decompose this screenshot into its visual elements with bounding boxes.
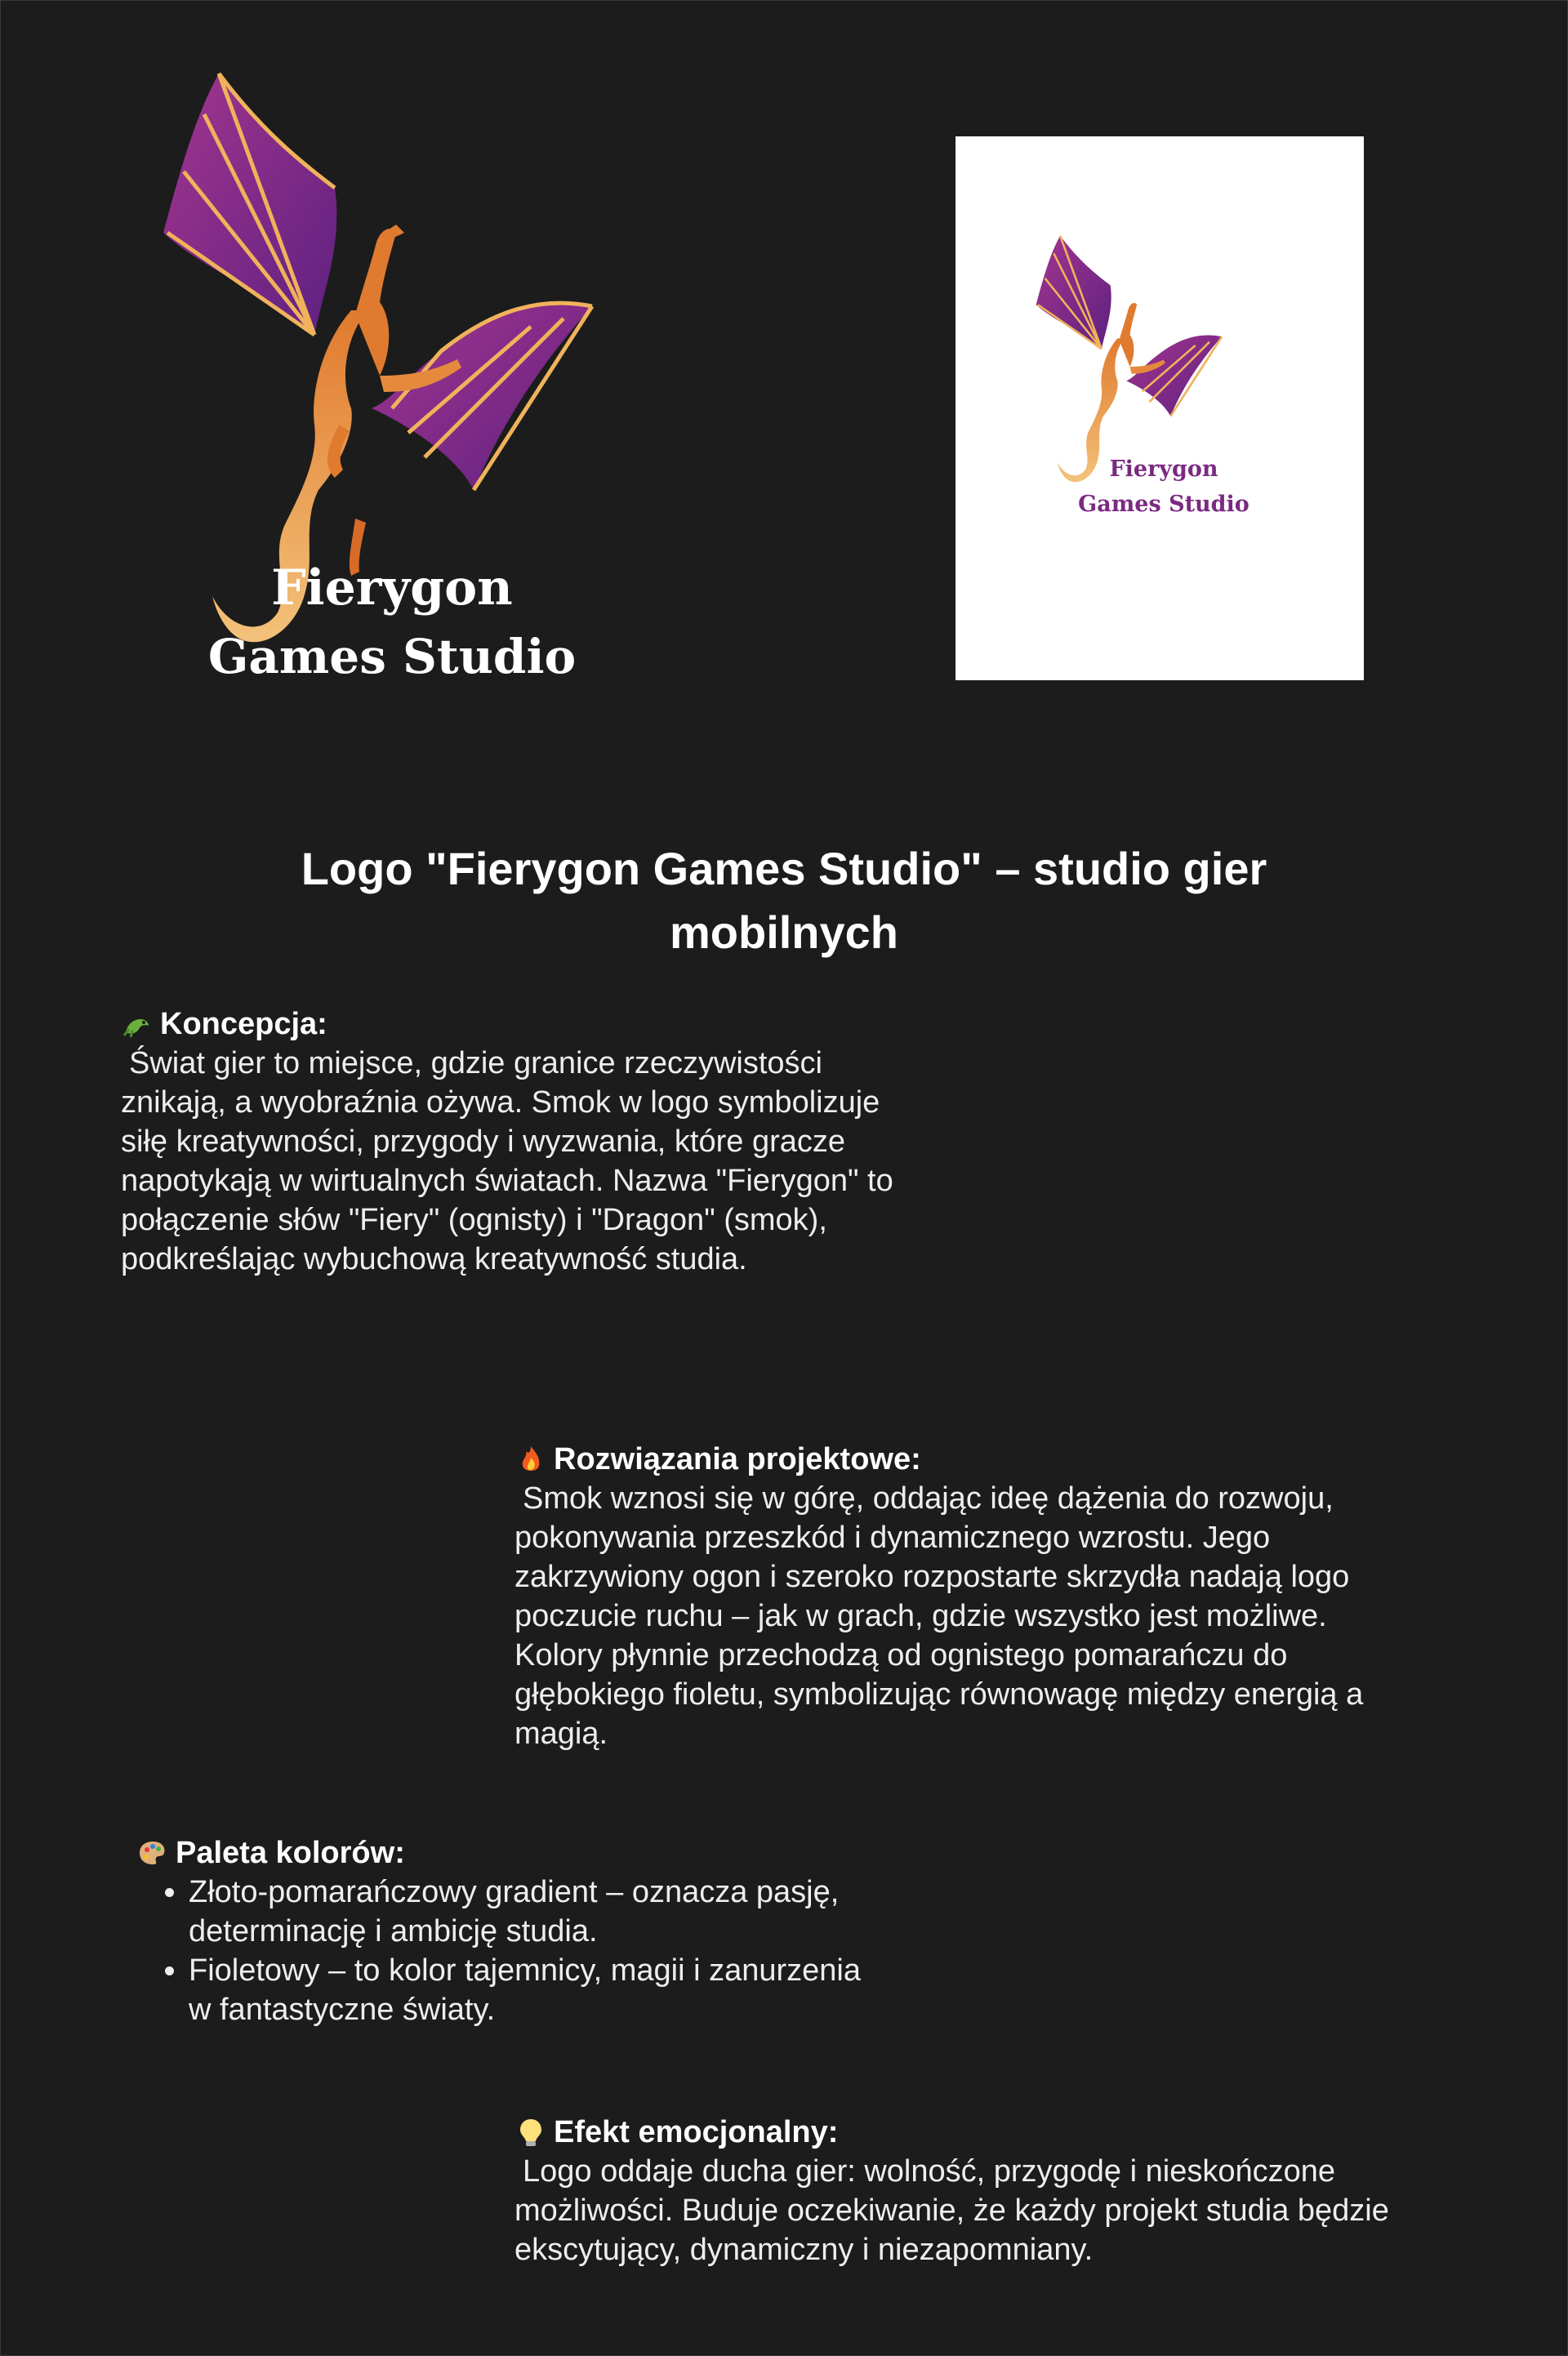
list-item: • Fioletowy – to kolor tajemnicy, magii i zanurzenia w fantastyczne światy. bbox=[189, 1951, 871, 2029]
logo-name-line1: Fierygon bbox=[271, 559, 513, 617]
concept-body: Świat gier to miejsce, gdzie granice rzeczywistości znikają, a wyobraźnia ożywa. Smok w logo symbolizuje siłę kreatywności, przygody i wyzwania, które gracze napotykają w wirtualnych światach. Nazwa "Fierygon" to połączenie słów "Fiery" (ognisty) i "Dragon" (smok), podkreślając wybuchową kreatywność studia. bbox=[121, 1046, 893, 1276]
section-emotion bbox=[514, 2113, 1454, 2269]
design-heading: Rozwiązania projektowe: bbox=[554, 1442, 921, 1476]
design-heading-row bbox=[514, 1440, 1421, 1479]
emotion-heading: Efekt emocjonalny: bbox=[554, 2115, 839, 2149]
palette-heading: Paleta kolorów: bbox=[176, 1836, 405, 1870]
dragon-icon bbox=[121, 1008, 154, 1040]
palette-heading-row bbox=[136, 1833, 871, 1873]
emotion-heading-row bbox=[514, 2113, 1454, 2152]
mockup-name-line1: Fierygon bbox=[1109, 457, 1218, 482]
section-concept bbox=[121, 1004, 897, 1279]
logo-mockup-card bbox=[956, 136, 1364, 680]
palette-list bbox=[136, 1873, 871, 2029]
section-design bbox=[514, 1440, 1421, 1753]
concept-heading-row bbox=[121, 1004, 897, 1044]
page-title: Logo "Fierygon Games Studio" – studio gier mobilnych bbox=[301, 843, 1267, 958]
lightbulb-icon bbox=[514, 2116, 547, 2149]
concept-heading: Koncepcja: bbox=[160, 1007, 327, 1041]
main-logo bbox=[147, 65, 637, 735]
palette-icon bbox=[136, 1837, 169, 1869]
design-body: Smok wznosi się w górę, oddając ideę dążenia do rozwoju, pokonywania przeszkód i dynamicznego wzrostu. Jego zakrzywiony ogon i szeroko rozpostarte skrzydła nadają logo poczucie ruchu – jak w grach, gdzie wszystko jest możliwe. Kolory płynnie przechodzą od ognistego pomarańczu do głębokiego fioletu, symbolizując równowagę między energią a magią. bbox=[514, 1481, 1364, 1751]
section-palette bbox=[136, 1833, 871, 2029]
emotion-body: Logo oddaje ducha gier: wolność, przygodę i nieskończone możliwości. Buduje oczekiwanie, że każdy projekt studia będzie ekscytujący, dynamiczny i niezapomniany. bbox=[514, 2154, 1389, 2267]
fire-icon bbox=[514, 1443, 547, 1476]
list-item: • Złoto-pomarańczowy gradient – oznacza pasję, determinację i ambicję studia. bbox=[189, 1873, 871, 1951]
logo-name-line2: Games Studio bbox=[207, 629, 577, 684]
mockup-name-line2: Games Studio bbox=[1078, 492, 1250, 517]
